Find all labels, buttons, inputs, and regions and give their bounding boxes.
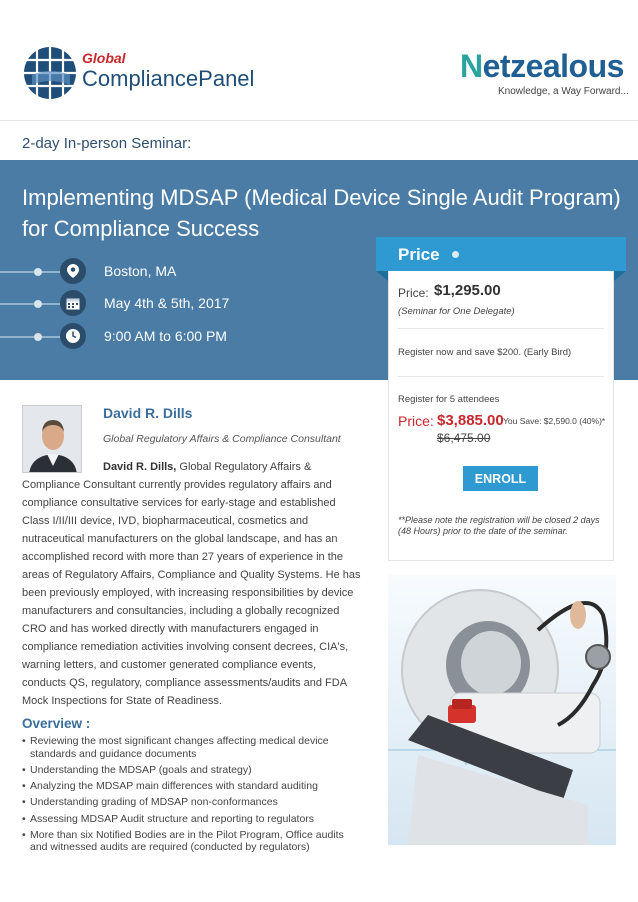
list-item: • More than six Notified Bodies are in the Pilot Program, Office audits and witnessed audits are required (conducted by regulators) bbox=[22, 829, 362, 854]
clock-icon bbox=[60, 323, 86, 349]
speaker-name: David R. Dills bbox=[103, 405, 193, 421]
enroll-button[interactable]: ENROLL bbox=[463, 466, 538, 491]
netzealous-logo bbox=[460, 48, 624, 85]
price-divider bbox=[398, 376, 604, 377]
seminar-title: Implementing MDSAP (Medical Device Single Audit Program) for Compliance Success bbox=[22, 185, 621, 241]
list-item: • Understanding the MDSAP (goals and strategy) bbox=[22, 764, 362, 777]
seminar-type: 2-day In-person Seminar: bbox=[22, 135, 192, 152]
time-text: 9:00 AM to 6:00 PM bbox=[104, 328, 227, 344]
netzealous-tagline: Knowledge, a Way Forward... bbox=[498, 86, 629, 97]
price-tab-dot bbox=[452, 251, 459, 258]
price-label: Price: bbox=[398, 286, 429, 300]
globe-logo-icon bbox=[22, 45, 78, 101]
list-item: • Reviewing the most significant changes affecting medical device standards and guidance documents bbox=[22, 735, 362, 760]
speaker-role: Global Regulatory Affairs & Compliance Consultant bbox=[103, 433, 341, 445]
date-text: May 4th & 5th, 2017 bbox=[104, 295, 230, 311]
netzealous-logo-n: N bbox=[460, 48, 483, 84]
speaker-bio-text: Global Regulatory Affairs & Compliance Consultant currently provides regulatory affairs and compliance consultative services for early-stage and established Class I/II/III device, IVD, biopharmaceutical, cosmetics and nutraceutical manufacturers on the global landscape, and has an accomplished record with more than 27 years of experience in the areas of Regulatory Affairs, Compliance and Quality Systems. He has been previously employed, with increasing responsibilities by device manufacturers and consultancies, including a globally recognized CRO and has worked directly with manufacturers engaged in compliance remediation activities involving consent decrees, CIA's, warning letters, and customer generated compliance events, conducts QS, regulatory, compliance assessments/audits and FDA Mock Inspections for State of Readiness. bbox=[22, 461, 361, 707]
group-price-label: Price: bbox=[398, 413, 434, 429]
list-item: • Understanding grading of MDSAP non-conformances bbox=[22, 796, 362, 809]
map-pin-icon bbox=[60, 258, 86, 284]
early-bird-text: Register now and save $200. (Early Bird) bbox=[398, 347, 572, 358]
netzealous-logo-rest: etzealous bbox=[482, 48, 624, 84]
list-item: • Assessing MDSAP Audit structure and reporting to regulators bbox=[22, 813, 362, 826]
original-price: $6,475.00 bbox=[437, 431, 491, 445]
price-note: (Seminar for One Delegate) bbox=[398, 306, 515, 317]
overview-list bbox=[22, 735, 362, 858]
calendar-icon bbox=[60, 290, 86, 316]
medical-device-image bbox=[388, 575, 616, 845]
price-divider bbox=[398, 328, 604, 329]
price-tab-label: Price bbox=[398, 245, 440, 264]
location-text: Boston, MA bbox=[104, 263, 177, 279]
list-item: • Analyzing the MDSAP main differences with standard auditing bbox=[22, 780, 362, 793]
gcp-logo-line2: CompliancePanel bbox=[82, 66, 255, 91]
price-value: $1,295.00 bbox=[434, 282, 501, 299]
speaker-bio-name: David R. Dills, bbox=[103, 461, 177, 473]
header bbox=[0, 0, 638, 120]
group-price-value: $3,885.00 bbox=[437, 412, 504, 429]
overview-title: Overview : bbox=[22, 716, 91, 731]
savings-text: You Save: $2,590.0 (40%)* bbox=[503, 416, 606, 426]
speaker-bio bbox=[22, 458, 362, 710]
header-divider bbox=[0, 120, 638, 121]
gcp-logo-line1: Global bbox=[82, 50, 126, 66]
group-label: Register for 5 attendees bbox=[398, 394, 500, 405]
registration-footnote: **Please note the registration will be closed 2 days (48 Hours) prior to the date of the seminar. bbox=[398, 515, 600, 536]
